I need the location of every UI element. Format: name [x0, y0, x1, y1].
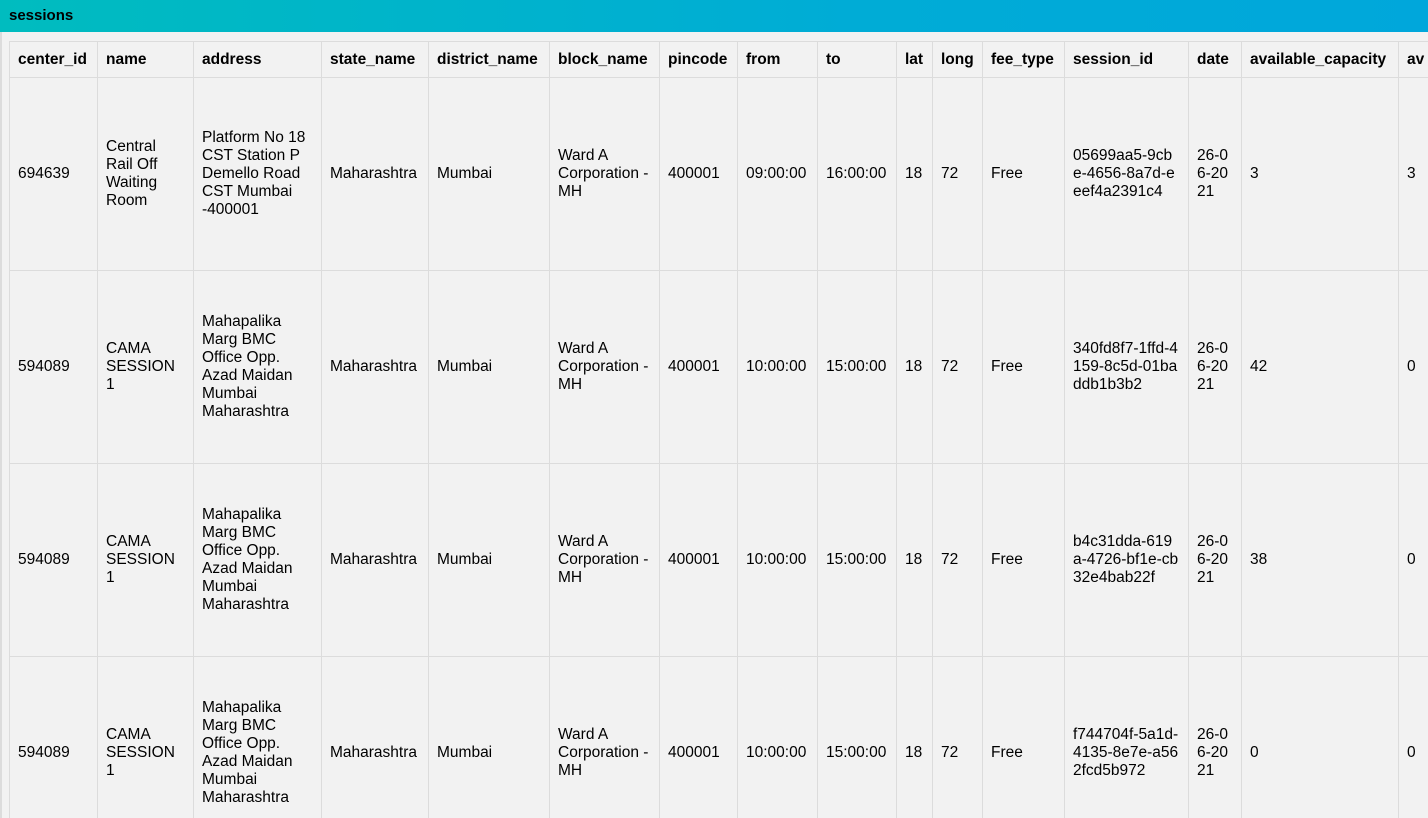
cell-district_name: Mumbai: [429, 271, 550, 464]
cell-center_id: 594089: [10, 271, 98, 464]
sessions-table-container[interactable]: [9, 41, 1428, 818]
table-row: [10, 271, 1428, 464]
column-header-name[interactable]: name: [98, 42, 194, 78]
cell-session_id: 05699aa5-9cbe-4656-8a7d-eeef4a2391c4: [1065, 78, 1189, 271]
cell-name: Central Rail Off Waiting Room: [98, 78, 194, 271]
column-header-district_name[interactable]: district_name: [429, 42, 550, 78]
cell-available_capacity: 38: [1242, 464, 1399, 657]
cell-lat: 18: [897, 78, 933, 271]
cell-date: 26-06-2021: [1189, 657, 1242, 818]
cell-to: 15:00:00: [818, 657, 897, 818]
cell-state_name: Maharashtra: [322, 657, 429, 818]
cell-truncated: 0: [1399, 464, 1428, 657]
cell-session_id: 340fd8f7-1ffd-4159-8c5d-01baddb1b3b2: [1065, 271, 1189, 464]
cell-from: 10:00:00: [738, 657, 818, 818]
cell-from: 10:00:00: [738, 464, 818, 657]
cell-pincode: 400001: [660, 271, 738, 464]
table-row: [10, 78, 1428, 271]
cell-long: 72: [933, 464, 983, 657]
cell-long: 72: [933, 271, 983, 464]
cell-block_name: Ward A Corporation - MH: [550, 657, 660, 818]
cell-center_id: 594089: [10, 464, 98, 657]
cell-fee_type: Free: [983, 271, 1065, 464]
cell-pincode: 400001: [660, 78, 738, 271]
cell-district_name: Mumbai: [429, 657, 550, 818]
table-row: [10, 464, 1428, 657]
cell-available_capacity: 3: [1242, 78, 1399, 271]
cell-to: 15:00:00: [818, 464, 897, 657]
column-header-date[interactable]: date: [1189, 42, 1242, 78]
cell-available_capacity: 42: [1242, 271, 1399, 464]
cell-fee_type: Free: [983, 78, 1065, 271]
cell-block_name: Ward A Corporation - MH: [550, 271, 660, 464]
cell-lat: 18: [897, 657, 933, 818]
cell-block_name: Ward A Corporation - MH: [550, 464, 660, 657]
cell-fee_type: Free: [983, 657, 1065, 818]
cell-district_name: Mumbai: [429, 464, 550, 657]
cell-name: CAMA SESSION 1: [98, 271, 194, 464]
column-header-state_name[interactable]: state_name: [322, 42, 429, 78]
column-header-available_capacity[interactable]: available_capacity: [1242, 42, 1399, 78]
cell-pincode: 400001: [660, 464, 738, 657]
cell-center_id: 594089: [10, 657, 98, 818]
cell-session_id: f744704f-5a1d-4135-8e7e-a562fcd5b972: [1065, 657, 1189, 818]
cell-date: 26-06-2021: [1189, 464, 1242, 657]
cell-truncated: 0: [1399, 271, 1428, 464]
cell-to: 15:00:00: [818, 271, 897, 464]
cell-address: Mahapalika Marg BMC Office Opp. Azad Maidan Mumbai Maharashtra: [194, 271, 322, 464]
cell-lat: 18: [897, 271, 933, 464]
cell-from: 09:00:00: [738, 78, 818, 271]
cell-date: 26-06-2021: [1189, 78, 1242, 271]
cell-from: 10:00:00: [738, 271, 818, 464]
column-header-fee_type[interactable]: fee_type: [983, 42, 1065, 78]
cell-name: CAMA SESSION 1: [98, 464, 194, 657]
cell-session_id: b4c31dda-619a-4726-bf1e-cb32e4bab22f: [1065, 464, 1189, 657]
cell-state_name: Maharashtra: [322, 78, 429, 271]
cell-long: 72: [933, 657, 983, 818]
cell-to: 16:00:00: [818, 78, 897, 271]
cell-lat: 18: [897, 464, 933, 657]
table-title: sessions: [0, 0, 1428, 32]
column-header-to[interactable]: to: [818, 42, 897, 78]
cell-state_name: Maharashtra: [322, 464, 429, 657]
column-header-block_name[interactable]: block_name: [550, 42, 660, 78]
column-header-address[interactable]: address: [194, 42, 322, 78]
header-row: [10, 42, 1428, 78]
cell-available_capacity: 0: [1242, 657, 1399, 818]
column-header-pincode[interactable]: pincode: [660, 42, 738, 78]
cell-fee_type: Free: [983, 464, 1065, 657]
left-border: [0, 32, 2, 818]
column-header-lat[interactable]: lat: [897, 42, 933, 78]
sessions-table: [9, 41, 1428, 818]
cell-date: 26-06-2021: [1189, 271, 1242, 464]
cell-center_id: 694639: [10, 78, 98, 271]
column-header-truncated[interactable]: av: [1399, 42, 1428, 78]
column-header-session_id[interactable]: session_id: [1065, 42, 1189, 78]
column-header-center_id[interactable]: center_id: [10, 42, 98, 78]
cell-long: 72: [933, 78, 983, 271]
cell-address: Mahapalika Marg BMC Office Opp. Azad Maidan Mumbai Maharashtra: [194, 464, 322, 657]
cell-pincode: 400001: [660, 657, 738, 818]
table-row: [10, 657, 1428, 818]
cell-address: Platform No 18 CST Station P Demello Road CST Mumbai -400001: [194, 78, 322, 271]
cell-address: Mahapalika Marg BMC Office Opp. Azad Maidan Mumbai Maharashtra: [194, 657, 322, 818]
column-header-long[interactable]: long: [933, 42, 983, 78]
cell-district_name: Mumbai: [429, 78, 550, 271]
cell-truncated: 3: [1399, 78, 1428, 271]
column-header-from[interactable]: from: [738, 42, 818, 78]
cell-block_name: Ward A Corporation - MH: [550, 78, 660, 271]
cell-name: CAMA SESSION 1: [98, 657, 194, 818]
cell-state_name: Maharashtra: [322, 271, 429, 464]
cell-truncated: 0: [1399, 657, 1428, 818]
